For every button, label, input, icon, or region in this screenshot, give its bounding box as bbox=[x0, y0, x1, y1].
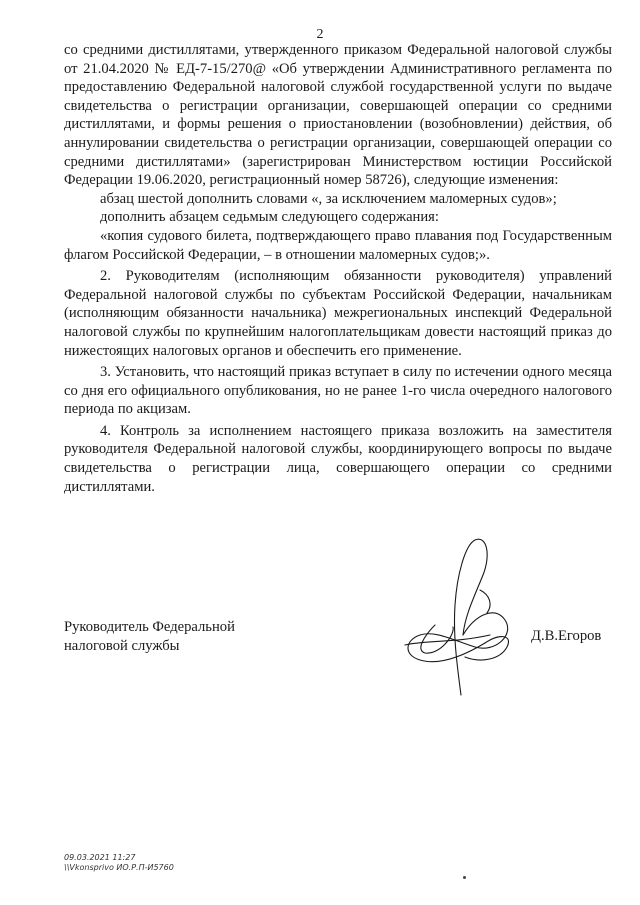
signatory-title-line-1: Руководитель Федеральной bbox=[64, 619, 235, 635]
handwritten-signature bbox=[395, 535, 530, 700]
order-body bbox=[64, 41, 612, 496]
signatory-title bbox=[64, 618, 235, 656]
paragraph-item-2: 2. Руководителям (исполняющим обязанности руководителя) управлений Федеральной налоговой службы по субъектам Российской Федерации, начальникам (исполняющим обязанности начальника) межрегиональных инспекций Федеральной налоговой службы по крупнейшим налогоплательщикам довести настоящий приказ до нижестоящих налоговых органов и обеспечить его применение. bbox=[64, 268, 612, 359]
signatory-name: Д.В.Егоров bbox=[531, 628, 602, 644]
footer-timestamp: 09.03.2021 11:27 bbox=[64, 853, 136, 862]
paragraph-item-4: 4. Контроль за исполнением настоящего приказа возложить на заместителя руководителя Федеральной налоговой службы, координирующего вопросы по выдаче свидетельства о регистрации лица, совершающего операции со средними дистиллятами. bbox=[64, 422, 612, 495]
signatory-title-line-2: налоговой службы bbox=[64, 638, 180, 654]
paragraph-seventh-abzac: дополнить абзацем седьмым следующего содержания: bbox=[100, 209, 439, 226]
paragraph-sixth-abzac: абзац шестой дополнить словами «, за исключением маломерных судов»; bbox=[100, 190, 557, 207]
paragraph-item-3: 3. Установить, что настоящий приказ вступает в силу по истечении одного месяца со дня его официального опубликования, но не ранее 1-го числа очередного налогового периода по акцизам. bbox=[64, 364, 612, 418]
page-number: 2 bbox=[316, 27, 324, 42]
scan-artifact-dot bbox=[463, 876, 466, 879]
paragraph-quoted-text: «копия судового билета, подтверждающего право плавания под Государственным флагом Российской Федерации, – в отношении маломерных судов;». bbox=[64, 227, 612, 263]
footer-file-path: \\Vkonsprivo ИО.Р.П-И5760 bbox=[64, 863, 174, 872]
document-footer bbox=[64, 853, 174, 873]
paragraph-amendment-intro: со средними дистиллятами, утвержденного приказом Федеральной налоговой службы от 21.04.2020 № ЕД-7-15/270@ «Об утверждении Административного регламента по предоставлению Федеральной налоговой службой государственной услуги по выдаче свидетельства о регистрации организации, совершающей операции со средними дистиллятами, и формы решения о приостановлении (возобновлении) действия, об аннулировании свидетельства о регистрации организации, совершающей операции со средними дистиллятами» (зарегистрирован Министерством юстиции Российской Федерации 19.06.2020, регистрационный номер 58726), следующие изменения: bbox=[64, 42, 612, 189]
